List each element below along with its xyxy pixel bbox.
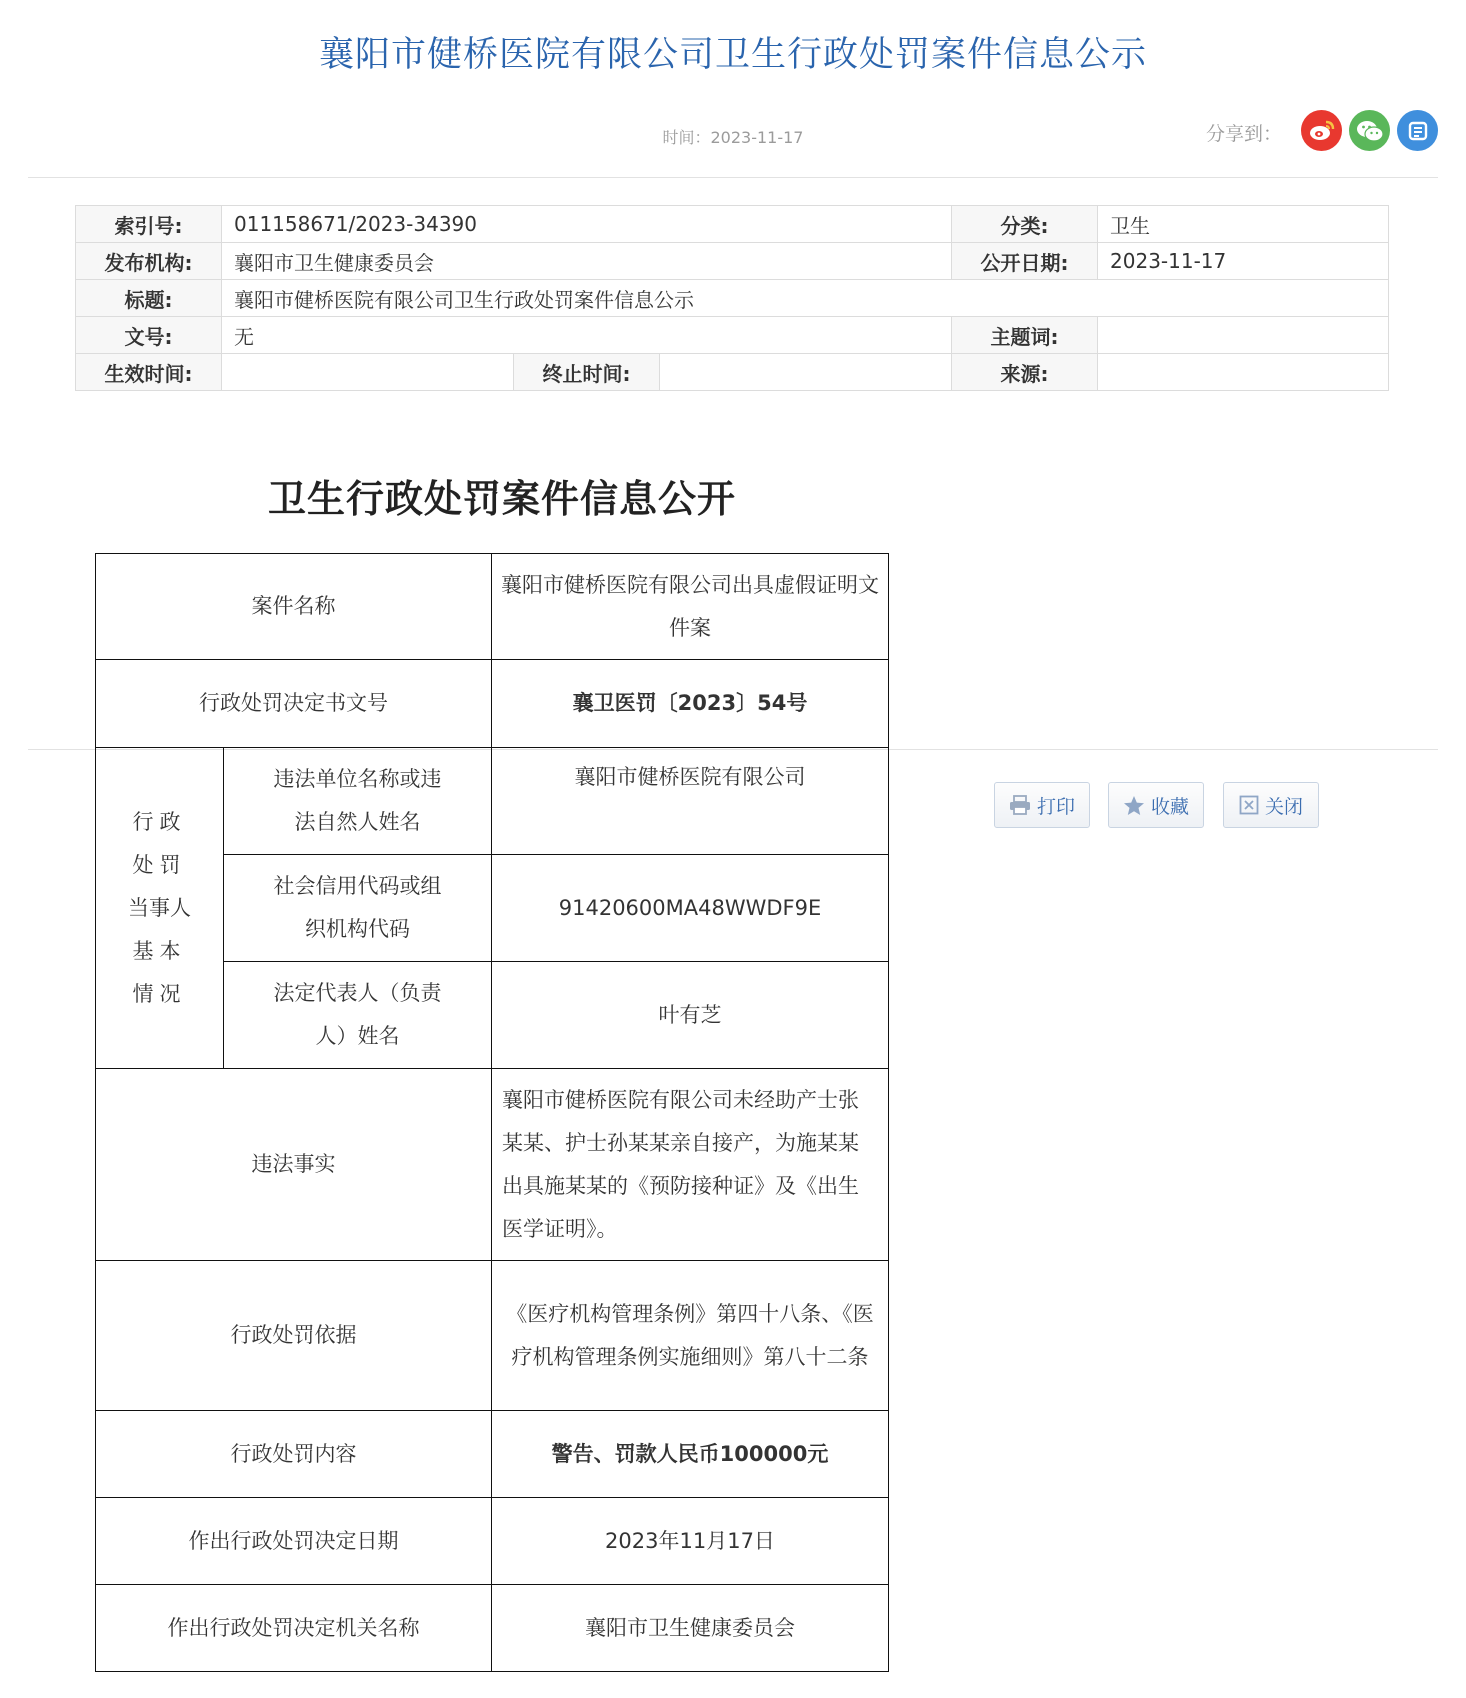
party-name-label: 违法单位名称或违法自然人姓名 [224, 748, 492, 855]
subject-label: 主题词: [952, 317, 1098, 354]
party-label-line: 行政 [132, 809, 187, 834]
metadata-table [75, 205, 1389, 391]
favorite-button[interactable] [1108, 782, 1204, 828]
print-button[interactable] [994, 782, 1090, 828]
credit-code-label: 社会信用代码或组织机构代码 [224, 855, 492, 962]
end-value [660, 354, 952, 391]
party-label-line: 处罚 [132, 852, 187, 877]
section-heading: 卫生行政处罚案件信息公开 [268, 477, 737, 521]
category-value: 卫生 [1098, 206, 1389, 243]
qzone-icon[interactable] [1397, 110, 1438, 151]
date-value: 2023年11月17日 [492, 1498, 889, 1585]
end-label: 终止时间: [514, 354, 660, 391]
source-label: 来源: [952, 354, 1098, 391]
source-value [1098, 354, 1389, 391]
doc-no-label: 文号: [76, 317, 222, 354]
publish-time: 时间：2023-11-17 [662, 128, 804, 147]
decision-no-label: 行政处罚决定书文号 [96, 660, 492, 748]
title-value: 襄阳市健桥医院有限公司卫生行政处罚案件信息公示 [222, 280, 1389, 317]
title-label: 标题: [76, 280, 222, 317]
index-label: 索引号: [76, 206, 222, 243]
content-value: 警告、罚款人民币100000元 [492, 1411, 889, 1498]
authority-value: 襄阳市卫生健康委员会 [492, 1585, 889, 1672]
decision-no-value: 襄卫医罚〔2023〕54号 [492, 660, 889, 748]
party-name-value: 襄阳市健桥医院有限公司 [492, 748, 889, 855]
facts-value: 襄阳市健桥医院有限公司未经助产士张某某、护士孙某某亲自接产，为施某某出具施某某的《预防接种证》及《出生医学证明》。 [492, 1069, 889, 1261]
favorite-label: 收藏 [1150, 795, 1189, 818]
weibo-icon[interactable] [1301, 110, 1342, 151]
printer-icon [1009, 795, 1031, 815]
authority-label: 作出行政处罚决定机关名称 [96, 1585, 492, 1672]
top-divider [28, 177, 1438, 178]
close-label: 关闭 [1264, 795, 1303, 818]
subject-value [1098, 317, 1389, 354]
case-table [95, 553, 889, 1672]
credit-code-value: 91420600MA48WWDF9E [492, 855, 889, 962]
category-label: 分类: [952, 206, 1098, 243]
basis-label: 行政处罚依据 [96, 1261, 492, 1411]
facts-label: 违法事实 [96, 1069, 492, 1261]
party-info-label [96, 748, 224, 1069]
effective-value [222, 354, 514, 391]
date-label: 作出行政处罚决定日期 [96, 1498, 492, 1585]
print-label: 打印 [1036, 795, 1075, 818]
publisher-label: 发布机构: [76, 243, 222, 280]
pub-date-label: 公开日期: [952, 243, 1098, 280]
effective-label: 生效时间: [76, 354, 222, 391]
party-label-line: 基本 [132, 938, 187, 963]
star-icon [1123, 795, 1145, 816]
basis-value: 《医疗机构管理条例》第四十八条、《医疗机构管理条例实施细则》第八十二条 [492, 1261, 889, 1411]
party-label-line: 情况 [132, 981, 187, 1006]
legal-rep-label: 法定代表人（负责人）姓名 [224, 962, 492, 1069]
publisher-value: 襄阳市卫生健康委员会 [222, 243, 952, 280]
share-label: 分享到： [1206, 123, 1283, 145]
party-label-line: 当事人 [128, 895, 191, 920]
case-name-value: 襄阳市健桥医院有限公司出具虚假证明文件案 [492, 554, 889, 660]
pub-date-value: 2023-11-17 [1098, 243, 1389, 280]
close-icon [1239, 795, 1259, 815]
content-label: 行政处罚内容 [96, 1411, 492, 1498]
page-title: 襄阳市健桥医院有限公司卫生行政处罚案件信息公示 [318, 35, 1147, 75]
index-value: 011158671/2023-34390 [222, 206, 952, 243]
close-button[interactable] [1223, 782, 1319, 828]
case-name-label: 案件名称 [96, 554, 492, 660]
doc-no-value: 无 [222, 317, 952, 354]
legal-rep-value: 叶有芝 [492, 962, 889, 1069]
wechat-icon[interactable] [1349, 110, 1390, 151]
